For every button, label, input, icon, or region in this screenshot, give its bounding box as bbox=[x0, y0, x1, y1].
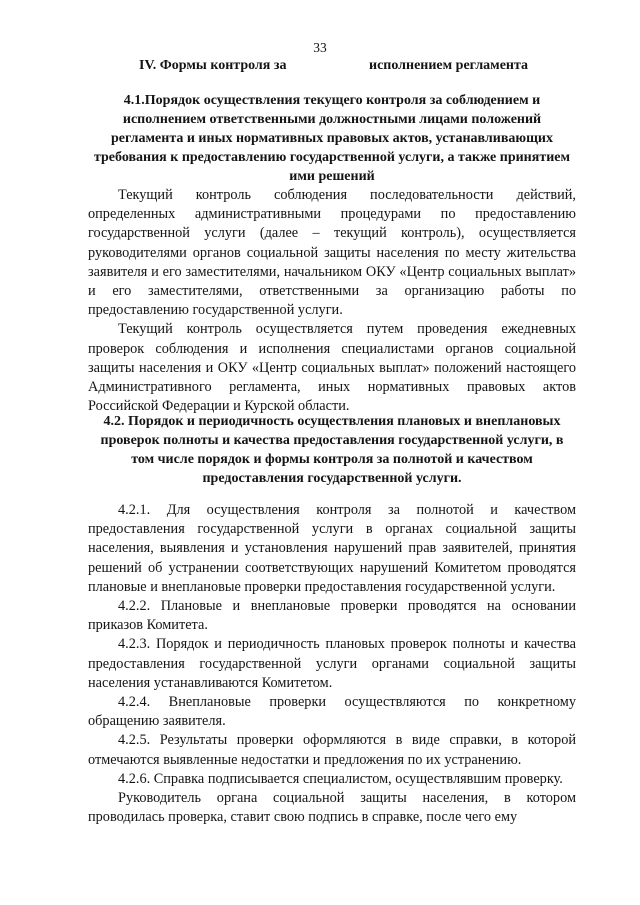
paragraph: 4.2.5. Результаты проверки оформляются в виде справки, в которой отмечаются выявленные недостатки и предложения по их устранению. bbox=[88, 732, 576, 768]
subsection-2-heading: 4.2. Порядок и периодичность осуществления плановых и внеплановых проверок полноты и качества предоставления государственной услуги, в том числе порядок и формы контроля за полнотой и качеством предоставления государственной услуги. bbox=[100, 414, 564, 486]
section-title-left: IV. Формы контроля за bbox=[139, 58, 287, 73]
section-title bbox=[139, 58, 547, 74]
paragraph: 4.2.2. Плановые и внеплановые проверки проводятся на основании приказов Комитета. bbox=[88, 598, 576, 634]
section-title-right: исполнением регламента bbox=[369, 58, 529, 73]
subsection-1-heading-block bbox=[88, 91, 576, 186]
subsection-2-heading-block bbox=[88, 412, 576, 488]
paragraph: 4.2.6. Справка подписывается специалистом, осуществлявшим проверку. bbox=[118, 770, 563, 787]
subsection-1-body bbox=[88, 186, 576, 416]
paragraph: 4.2.3. Порядок и периодичность плановых проверок полноты и качества предоставления государственной услуги органами социальной защиты населения устанавливаются Комитетом. bbox=[88, 636, 576, 691]
paragraph: 4.2.4. Внеплановые проверки осуществляются по конкретному обращению заявителя. bbox=[88, 694, 576, 730]
paragraph: Текущий контроль соблюдения последовательности действий, определенных административными процедурами по предоставлению государственной услуги (далее – текущий контроль), осуществляется руководителями органов социальной защиты населения по месту жительства заявителя и его заместителями, начальником ОКУ «Центр социальных выплат» и его заместителями, ответственными за организацию работы по предоставлению государственной услуги. bbox=[88, 187, 576, 319]
subsection-1-heading: 4.1.Порядок осуществления текущего контроля за соблюдением и исполнением ответственными должностными лицами положений регламента и иных нормативных правовых актов, устанавливающих требования к предоставлению государственной услуги, а также принятием ими решений bbox=[93, 93, 571, 184]
paragraph: Руководитель органа социальной защиты населения, в котором проводилась проверка, ставит свою подпись в справке, после чего ему bbox=[88, 790, 576, 826]
paragraph: 4.2.1. Для осуществления контроля за полнотой и качеством предоставления государственной услуги в органах социальной защиты населения, выявления и установления нарушений прав заявителей, принятия решений об устранении соответствующих нарушений Комитетом проводятся плановые и внеплановые проверки предоставления государственной услуги. bbox=[88, 502, 576, 595]
page-number: 33 bbox=[313, 40, 327, 55]
paragraph: Текущий контроль осуществляется путем проведения ежедневных проверок соблюдения и исполнения специалистами органов социальной защиты населения и ОКУ «Центр социальных выплат» положений настоящего Административного регламента, иных нормативных правовых актов Российской Федерации и Курской области. bbox=[88, 321, 576, 415]
subsection-2-body bbox=[88, 501, 576, 827]
